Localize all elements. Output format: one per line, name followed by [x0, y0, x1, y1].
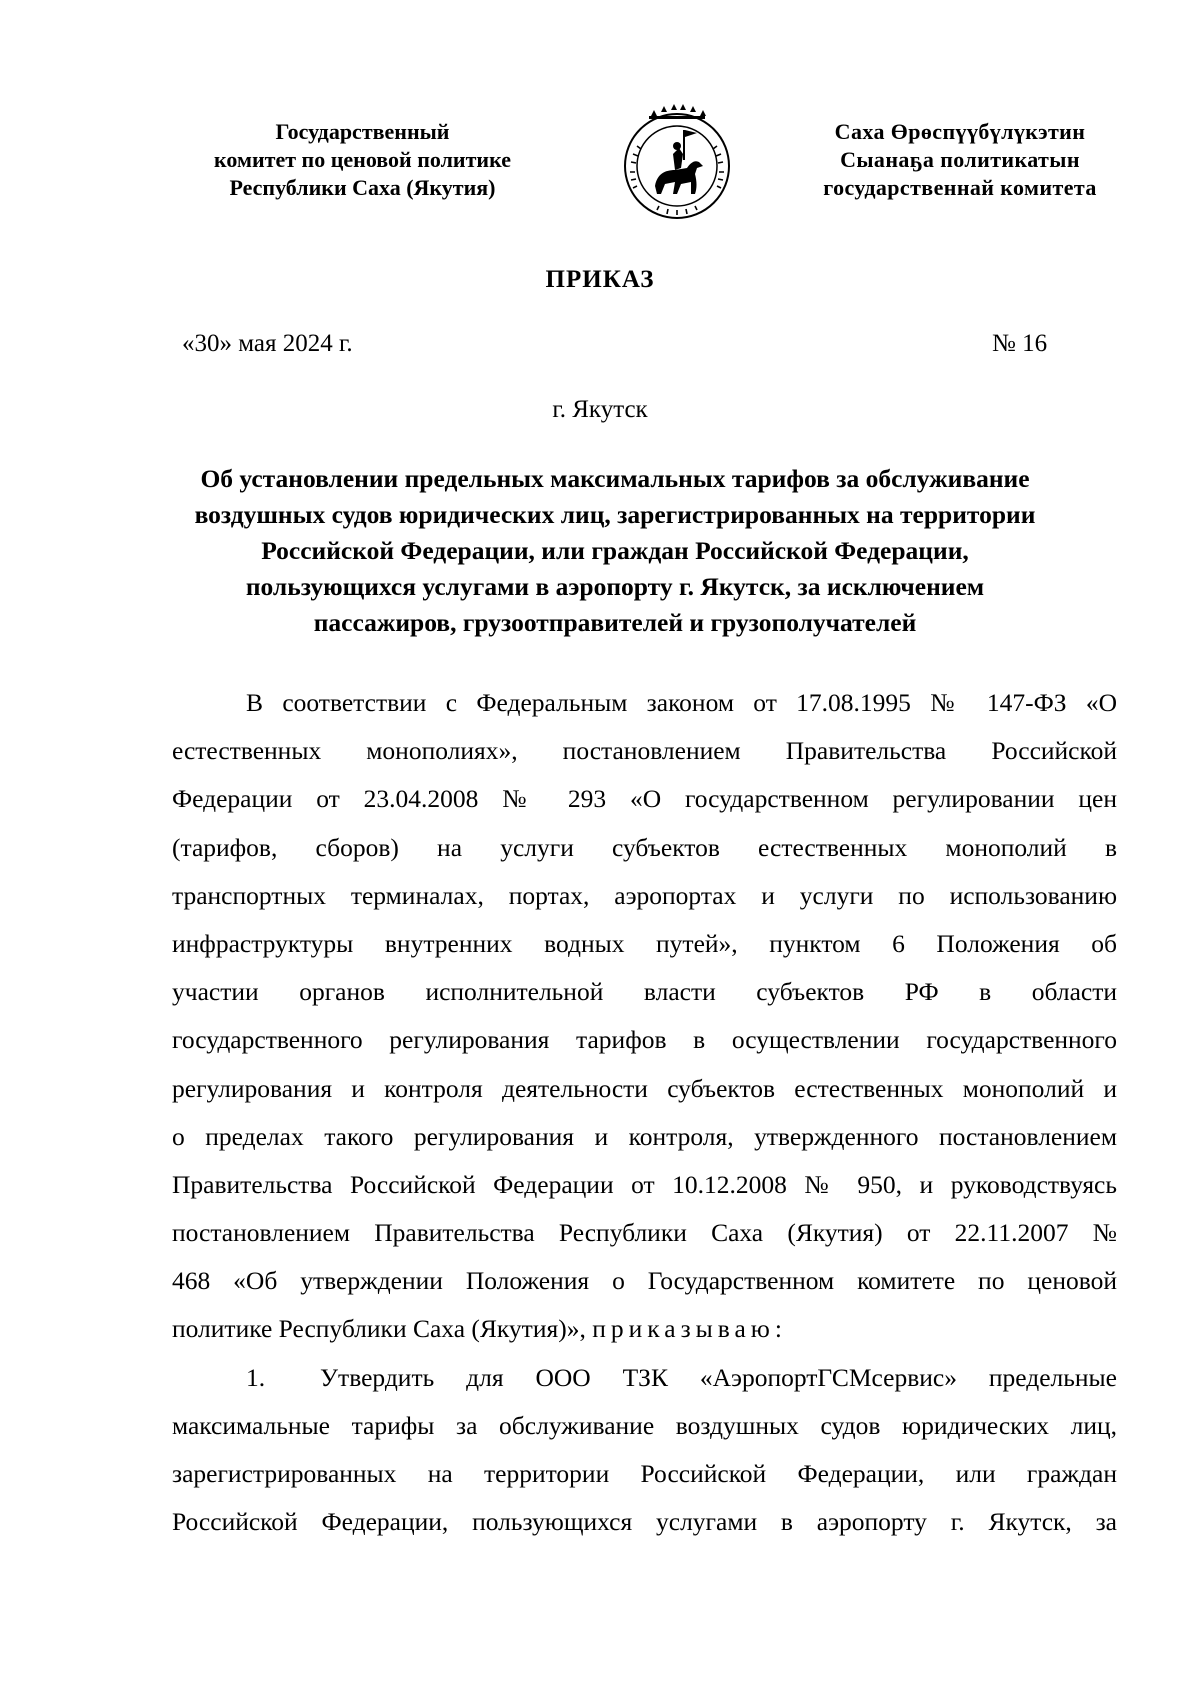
document-body — [172, 679, 1117, 1546]
order-word: приказываю: — [592, 1314, 787, 1344]
header-left-line: комитет по ценовой политике — [214, 147, 511, 172]
item-1-line: зарегистрированных на территории Российской Федерации, или граждан — [172, 1459, 1117, 1488]
body-last-line-text: политике Республики Саха (Якутия)», — [172, 1314, 593, 1344]
document-number: № 16 — [992, 330, 1048, 357]
body-line: Федерации от 23.04.2008 № 293 «О государственном регулировании цен — [172, 784, 1117, 814]
title-line: пользующихся услугами в аэропорту г. Якутск, за исключением — [245, 572, 985, 601]
body-line: инфраструктуры внутренних водных путей», пунктом 6 Положения об — [172, 928, 1117, 958]
title-line: Российской Федерации, или граждан Российской Федерации, — [261, 536, 969, 565]
body-line: государственного регулирования тарифов в осуществлении государственного — [172, 1025, 1117, 1055]
header-right-block — [790, 118, 1130, 202]
republic-emblem-icon — [617, 102, 737, 222]
item-1-first-line — [172, 1354, 1117, 1402]
document-title — [165, 461, 1065, 641]
body-line: транспортных терминалах, портах, аэропортах и услуги по использованию — [172, 880, 1117, 910]
title-line: Об установлении предельных максимальных тарифов за обслуживание — [200, 464, 1030, 493]
body-line-order — [172, 1305, 1117, 1353]
header-left-block — [190, 118, 535, 202]
document-type-heading: ПРИКАЗ — [545, 266, 655, 293]
title-line: воздушных судов юридических лиц, зарегистрированных на территории — [194, 500, 1036, 529]
body-line: В соответствии с Федеральным законом от 17.08.1995 № 147-ФЗ «О — [246, 688, 1117, 717]
body-line: о пределах такого регулирования и контроля, утвержденного постановлением — [172, 1121, 1117, 1151]
item-1-text: Утвердить для ООО ТЗК «АэропортГСМсервис» предельные — [320, 1362, 1117, 1392]
header-left-line: Государственный — [275, 119, 450, 144]
body-line: постановлением Правительства Республики Саха (Якутия) от 22.11.2007 № — [172, 1218, 1117, 1248]
header-right-line: государственнай комитета — [823, 175, 1097, 200]
header-right-line: Саха Өрөспүүбүлүкэтин — [834, 119, 1086, 144]
document-date: «30» мая 2024 г. — [182, 330, 353, 357]
document-city: г. Якутск — [552, 396, 648, 423]
body-line: естественных монополиях», постановлением Правительства Российской — [172, 736, 1117, 766]
item-1-number: 1. — [246, 1362, 266, 1392]
item-1-line: максимальные тарифы за обслуживание воздушных судов юридических лиц, — [172, 1410, 1117, 1440]
body-line: 468 «Об утверждении Положения о Государственном комитете по ценовой — [172, 1266, 1117, 1296]
body-line: участии органов исполнительной власти субъектов РФ в области — [172, 977, 1117, 1007]
body-line: регулирования и контроля деятельности субъектов естественных монополий и — [172, 1073, 1117, 1103]
header-right-line: Сыанаҕа политикатын — [840, 147, 1080, 172]
body-line: (тарифов, сборов) на услуги субъектов естественных монополий в — [172, 832, 1117, 862]
header-left-line: Республики Саха (Якутия) — [229, 175, 496, 200]
body-line: Правительства Российской Федерации от 10.12.2008 № 950, и руководствуясь — [172, 1169, 1117, 1199]
title-line: пассажиров, грузоотправителей и грузополучателей — [313, 608, 917, 637]
item-1-line: Российской Федерации, пользующихся услугами в аэропорту г. Якутск, за — [172, 1507, 1117, 1537]
